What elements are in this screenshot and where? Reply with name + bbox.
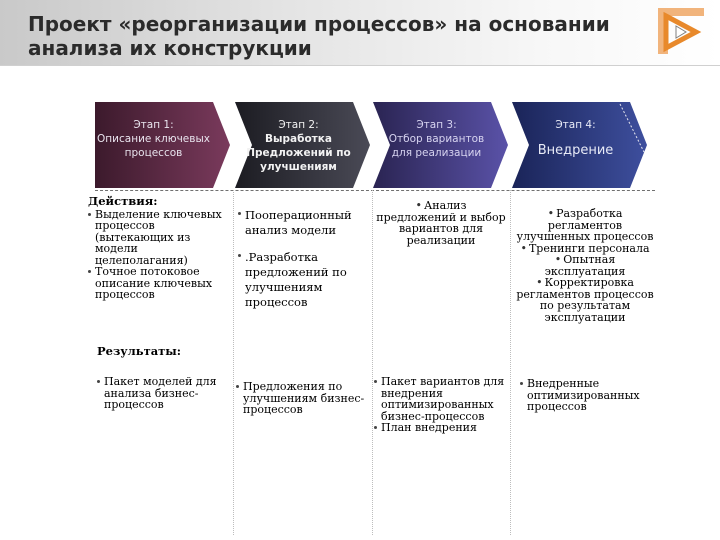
results-label: Результаты: bbox=[97, 344, 182, 358]
list-item: Пакет моделей для анализа бизнес-процессов bbox=[97, 376, 227, 411]
list-item: • Корректировка регламентов процессов по результатам эксплуатации bbox=[514, 277, 656, 323]
stages-divider bbox=[95, 190, 655, 191]
stage-3-label: Этап 3: bbox=[416, 119, 457, 131]
actions-label: Действия: bbox=[88, 194, 158, 208]
actions-column-4 bbox=[514, 208, 656, 323]
list-item: План внедрения bbox=[374, 422, 508, 434]
column-separator-2 bbox=[372, 190, 373, 535]
list-item: • Разработка регламентов улучшенных процессов bbox=[514, 208, 656, 243]
list-item: Точное потоковое описание ключевых процессов bbox=[88, 266, 230, 301]
stage-1-title: Описание ключевых процессов bbox=[97, 133, 210, 159]
results-column-1 bbox=[97, 376, 227, 411]
stage-2-label: Этап 2: bbox=[278, 119, 319, 131]
triangle-logo-icon bbox=[656, 6, 706, 58]
stage-2-title: Выработка Предложений по улучшениям bbox=[246, 133, 351, 173]
list-item: Пооперационный анализ модели bbox=[238, 208, 370, 238]
list-item: .Разработка предложений по улучшениям процессов bbox=[238, 250, 370, 310]
list-item: Выделение ключевых процессов (вытекающих из модели целеполагания) bbox=[88, 209, 230, 267]
column-separator-3 bbox=[510, 190, 511, 535]
results-column-3 bbox=[374, 376, 508, 434]
list-item: Предложения по улучшениям бизнес-процессов bbox=[236, 381, 370, 416]
column-separator-1 bbox=[233, 190, 234, 535]
list-item: • Анализ предложений и выбор вариантов для реализации bbox=[376, 200, 506, 246]
stage-3-title: Отбор вариантов для реализации bbox=[388, 133, 485, 159]
stage-1-arrow bbox=[95, 102, 230, 188]
list-item: Пакет вариантов для внедрения оптимизированных бизнес-процессов bbox=[374, 376, 508, 422]
list-item: • Опытная эксплуатация bbox=[514, 254, 656, 277]
stage-2-arrow bbox=[235, 102, 370, 188]
stage-4-arrow bbox=[512, 102, 647, 188]
page-title: Проект «реорганизации процессов» на основании анализа их конструкции bbox=[28, 12, 610, 60]
actions-column-3 bbox=[376, 200, 506, 246]
stage-1-label: Этап 1: bbox=[133, 119, 174, 131]
results-column-4 bbox=[520, 378, 650, 413]
actions-column-2 bbox=[238, 208, 370, 310]
actions-column-1 bbox=[88, 196, 230, 301]
list-item: • Тренинги персонала bbox=[514, 243, 656, 255]
stage-4-label: Этап 4: bbox=[555, 119, 596, 131]
results-column-2 bbox=[236, 381, 370, 416]
stage-4-title: Внедрение bbox=[537, 143, 614, 158]
list-item: Внедренные оптимизированных процессов bbox=[520, 378, 650, 413]
stage-3-arrow bbox=[373, 102, 508, 188]
